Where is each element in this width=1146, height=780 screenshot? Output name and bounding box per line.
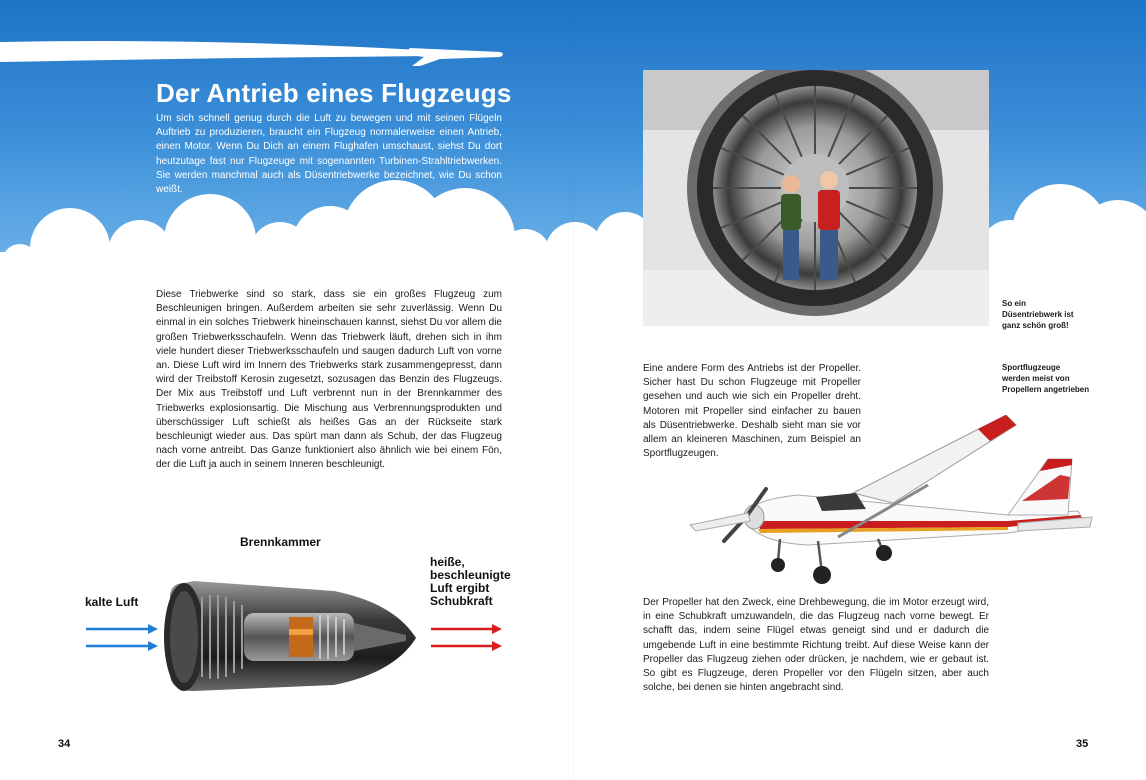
page-number-left: 34 [58, 738, 71, 750]
body-paragraph: Diese Triebwerke sind so stark, dass sie ein großes Flugzeug zum Beschleunigen bringen. Außerdem arbeiten sie sehr zuverlässig. Wenn Du einmal in ein solches Triebwerk hineinschauen kannst, siehst Du vor allem die großen Triebwerksschaufeln. Wenn das Triebwerk läuft, drehen sich in ihm viele hundert dieser Triebwerksschaufeln und saugen dadurch Luft von vorne an. Diese Luft wird im Innern des Triebwerks stark zusammengepresst, dann wird der Treibstoff Kerosin zugesetzt, sozusagen das Benzin des Flugzeugs. Der Mix aus Treibstoff und Luft verbrennt nun in der Brennkammer des Triebwerks explosionsartig. Die Mischung aus Verbrennungsprodukten und überschüssiger Luft schießt als heißes Gas an der Rückseite stark beschleunigt wieder aus. Das spürt man dann als Schub, der das Flugzeug nach vorne antreibt. Das Ganze funktioniert also ähnlich wie bei einem Fön, der die Luft ja auch in seinem Inneren beschleunigt. [156, 289, 502, 471]
hot-air-arrows [431, 624, 502, 651]
intro-paragraph: Um sich schnell genug durch die Luft zu bewegen und mit seinen Flügeln Auftrieb zu produzieren, braucht ein Flugzeug normalerweise einen Antrieb, einen Motor. Wenn Du Dich an einem Flughafen umschaust, siehst Du dort heutzutage fast nur Flugzeuge mit sogenannten Turbinen-Strahltriebwerken. Sie werden manchmal auch als Düsentriebwerke bezeichnet, wie Du schon weißt. [156, 113, 502, 196]
engine-photo [643, 70, 989, 326]
sport-airplane-image [688, 415, 1093, 590]
caption-propeller: Sportflugzeuge werden meist von Propellern angetrieben [1002, 363, 1090, 394]
propeller-intro-paragraph: Eine andere Form des Antriebs ist der Propeller. Sicher hast Du schon Flugzeuge mit Propeller gesehen und auch wie sich ein Propeller dreht. Motoren mit Propeller sind einfacher zu bauen als Düsentriebwerke. Deshalb sieht man sie vor allem an kleineren Maschinen, zum Beispiel an Sportflugzeugen. [643, 363, 861, 460]
caption-engine: So ein Düsentriebwerk ist ganz schön groß! [1002, 299, 1074, 330]
label-kalte-luft: kalte Luft [85, 595, 139, 609]
page-title: Der Antrieb eines Flugzeugs [156, 78, 512, 108]
engine-cutaway-diagram [84, 553, 504, 698]
page-gutter [573, 0, 574, 780]
propeller-body-paragraph: Der Propeller hat den Zweck, eine Drehbewegung, die im Motor erzeugt wird, in eine Schubkraft umzuwandeln, die das Flugzeug nach vorne bewegt. Er schafft das, indem seine Flügel etwas geneigt sind und er dadurch die umgebende Luft in eine bestimmte Richtung treibt. Auf diese Weise kann der Propeller das Flugzeug ziehen oder drücken, je nachdem, wie er gebaut ist. So gibt es Flugzeuge, deren Propeller vor den Flügeln sitzen, aber auch solche, bei denen sie hinten angebracht sind. [643, 597, 989, 694]
label-brennkammer: Brennkammer [240, 535, 321, 549]
cold-air-arrows [86, 624, 158, 651]
page-number-right: 35 [1076, 738, 1089, 750]
contrail-airplane-icon [0, 41, 503, 66]
combustion-chamber [289, 617, 313, 657]
label-heisse-luft: heiße, beschleunigte Luft ergibt Schubkraft [430, 555, 511, 608]
